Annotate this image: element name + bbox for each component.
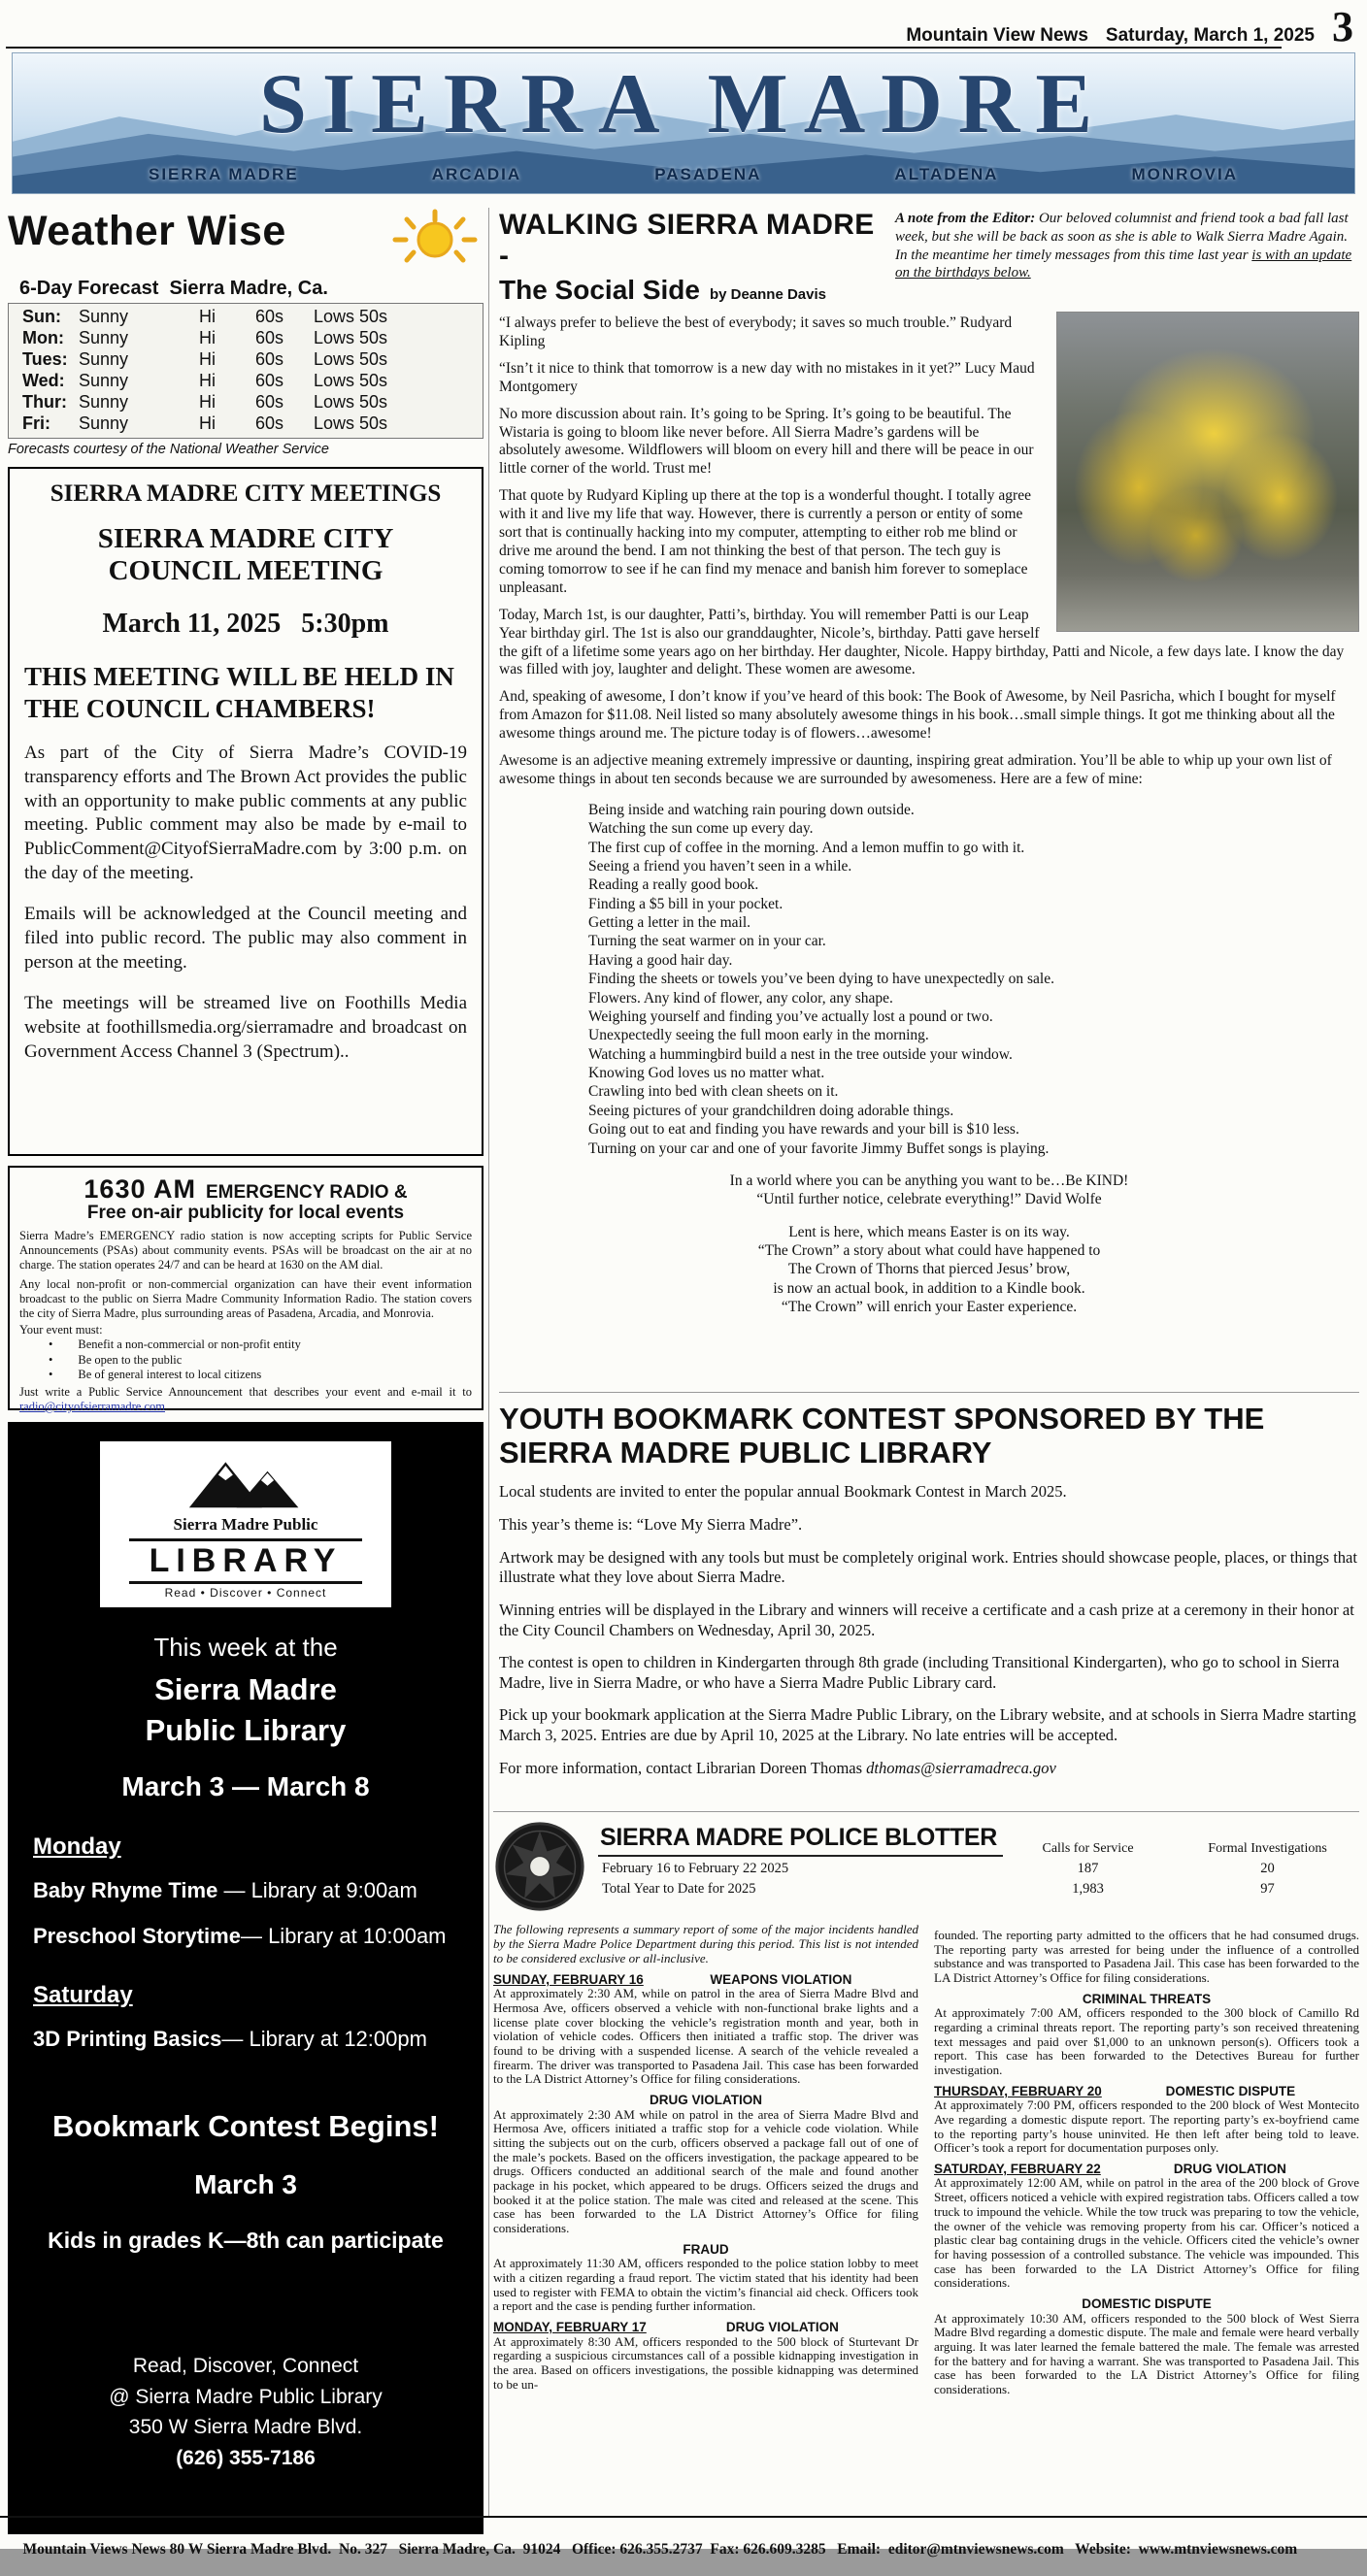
forecast-condition: Sunny [79, 327, 129, 347]
meetings-paragraph: The meetings will be streamed live on Foothills Media website at foothillsmedia.org/sierramadre and broadcast on Government Access Channel 3 (Spectrum).. [24, 993, 467, 1062]
masthead-city: ARCADIA [431, 165, 522, 183]
awesome-list-item: Seeing a friend you haven’t seen in a while. [588, 857, 852, 875]
library-section [8, 1422, 483, 2534]
blotter-entry-heading [934, 2084, 1359, 2099]
forecast-lows: Lows 50s [314, 307, 388, 326]
mountain-logo-icon [178, 1453, 314, 1511]
blotter-entry [493, 2242, 918, 2314]
radio-closing-period: . [165, 1399, 169, 1413]
library-event-name: Baby Rhyme Time [33, 1877, 218, 1902]
forecast-day: Sun: [22, 307, 61, 326]
awesome-list-item: Finding the sheets or towels you’ve been dying to have unexpectedly on sale. [588, 971, 1054, 988]
police-badge-icon [493, 1820, 586, 1913]
blotter-stats-col2-header: Formal Investigations [1208, 1841, 1327, 1856]
bookmark-paragraph: Artwork may be designed with any tools but must be completely original work. Entries should showcase people, places, or things that illustrate what they love about Sierra Madre. [499, 1547, 1357, 1587]
header-divider [6, 47, 1282, 49]
blotter-stats-label: Total Year to Date for 2025 [602, 1881, 756, 1897]
bookmark-contest-body [499, 1482, 1359, 1745]
blotter-entry-date: MONDAY, FEBRUARY 17 [493, 2320, 647, 2335]
forecast-hi-label: Hi [199, 327, 216, 347]
blotter-entry-body: At approximately 8:30 AM, officers responded to the 500 block of Sturtevant Dr regarding a suspicious circumstances call of a possible kidnapping investigation in the area. Based on officers investigations, the possible kidnapping was determined to be un- [493, 2333, 918, 2392]
forecast-hi-value: 60s [255, 307, 284, 326]
blotter-entry-heading [493, 2242, 918, 2258]
awesome-list-item: Watching a hummingbird build a nest in the tree outside your window. [588, 1045, 1013, 1063]
forecast-day: Tues: [22, 348, 68, 369]
forecast-hi-value: 60s [255, 327, 284, 347]
emergency-radio-section [8, 1166, 483, 1413]
blotter-stats-col1-header: Calls for Service [1042, 1841, 1134, 1856]
centered-line: “The Crown” a story about what could have happened to [757, 1242, 1101, 1260]
blotter-header-right [598, 1820, 1362, 1913]
library-event-detail: — Library at 10:00am [240, 1923, 447, 1948]
blotter-entry-body: At approximately 12:00 AM, while on patrol in the area of the 200 block of Grove Street, officers noticed a vehicle with expired registration tabs. Officers called a tow truck to impound the vehicle. While the tow truck was preparing to tow the vehicle, the owner of the vehicle was removing property from his car. Officer’s noticed a plastic clear bag containing drugs in the vehicle. Officers cited the vehicle’s owner for having possession of a controlled substance. The vehicle was impounded. This case has been forwarded to the LA District Attorney’s Office for filing considerations. [934, 2175, 1359, 2291]
meetings-paragraphs [24, 742, 467, 1064]
bookmark-paragraph: The contest is open to children in Kindergarten through 8th grade (including Transitional Kindergarten), who go to school in Sierra Madre, live in Sierra Madre, or who have a Sierra Madre Public Library card. [499, 1653, 1340, 1692]
page-header [0, 3, 1353, 50]
blotter-entry [493, 2093, 918, 2236]
editor-note-text: Our beloved columnist and friend took a bad fall last week, but she will be back as soon as she is able to Walk Sierra Madre Again. In the meantime her timely messages from this time last year [895, 211, 1349, 263]
radio-paragraph: Any local non-profit or non-commercial organization can have their event information broadcast to the public on Sierra Madre Community Information Radio. The station covers the city of Sierra Madre, plus surrounding areas of Pasadena, Arcadia, and Monrovia. [19, 1277, 472, 1321]
blotter-columns [493, 1923, 1359, 2397]
blotter-stats-investigations: 20 [1260, 1861, 1275, 1876]
council-meeting-title: SIERRA MADRE CITY COUNCIL MEETING [97, 522, 394, 587]
radio-requirements-label: Your event must: [19, 1323, 103, 1338]
masthead-city: SIERRA MADRE [149, 165, 299, 183]
blotter-entry-heading [934, 2296, 1359, 2312]
awesome-list-item: Reading a really good book. [588, 876, 759, 894]
weather-title: Weather Wise [8, 208, 286, 254]
page-footer [0, 2516, 1367, 2576]
centered-line: is now an actual book, in addition to a Kindle book. [773, 1279, 1085, 1297]
forecast-hi-label: Hi [199, 391, 216, 412]
forecast-lows: Lows 50s [314, 370, 388, 390]
forecast-hi-value: 60s [255, 348, 284, 369]
forecast-day: Fri: [22, 413, 50, 433]
library-event-name: Preschool Storytime [33, 1923, 241, 1948]
blotter-entry-type: DRUG VIOLATION [1173, 2161, 1286, 2176]
article-paragraph: “I always prefer to believe the best of everybody; it saves so much trouble.” Rudyard Kipling [499, 314, 1013, 349]
awesome-list-item: Weighing yourself and finding you’ve actually lost a pound or two. [588, 1007, 993, 1025]
awesome-list-item: Turning on your car and one of your favorite Jimmy Buffet songs is playing. [588, 1139, 1050, 1157]
blotter-stats-calls: 1,983 [1072, 1881, 1104, 1897]
blotter-entry-heading [493, 2320, 918, 2335]
forecast-hi-label: Hi [199, 348, 216, 369]
left-column [8, 208, 483, 2534]
article-paragraph: That quote by Rudyard Kipling up there at the top is a wonderful thought. I totally agree with it and live my life that way. However, there is currently a person or entity of some sort that is continually hacking into my computer, attempting to either rob me blind or drive me around the bend. I am not thinking the best of that person. The tech guy is coming tomorrow to see if he can find my menace and banish him forever to someplace unpleasant. [499, 487, 1031, 596]
blotter-column-2 [934, 1923, 1359, 2397]
radio-requirements-list [49, 1338, 472, 1383]
article-paragraph: And, speaking of awesome, I don’t know if you’ve heard of this book: The Book of Awesome, by Neil Pasricha, which I bought for myself from Amazon for $11.08. Neil listed so many absolutely awesome things in his book…small simple things. It got me thinking about all the awesome things around me. The picture today is of flowers…awesome! [499, 688, 1336, 743]
blotter-entry-type: FRAUD [683, 2241, 729, 2257]
blotter-entry-body: At approximately 7:00 PM, officers responded to the 200 block of West Montecito Ave regarding a domestic dispute report. The reporting party’s ex-boyfriend came to the reporting party’s house uninvited. He then left after being told to leave. Officer’s took a report for documentation purposes only. [934, 2097, 1359, 2156]
blotter-entry-type: WEAPONS VIOLATION [710, 1971, 852, 1987]
forecast-row [22, 307, 477, 328]
article-title-block [499, 210, 882, 306]
library-contact-line: 350 W Sierra Madre Blvd. [128, 2416, 363, 2439]
library-logo-name: LIBRARY [129, 1538, 362, 1584]
library-event [33, 2025, 458, 2055]
forecast-condition: Sunny [79, 307, 129, 326]
article-title: WALKING SIERRA MADRE - [499, 209, 875, 272]
library-date-range: March 3 — March 8 [121, 1770, 370, 1801]
library-contact-line: (626) 355-7186 [176, 2446, 316, 2469]
article-subtitle [499, 275, 882, 306]
awesome-list-item: Turning the seat warmer on in your car. [588, 933, 826, 950]
forecast-lows: Lows 50s [314, 413, 388, 433]
column-divider [488, 208, 489, 2516]
radio-requirement: • Be of general interest to local citizens [49, 1368, 472, 1383]
awesome-list-item: Crawling into bed with clean sheets on it. [588, 1083, 839, 1101]
forecast-row [22, 392, 477, 413]
awesome-list-item: Seeing pictures of your grandchildren doing adorable things. [588, 1102, 954, 1119]
radio-email-link[interactable]: radio@cityofsierramadre.com [19, 1399, 165, 1413]
masthead-title: SIERRA MADRE [258, 57, 1109, 151]
bookmark-contest-banner: Bookmark Contest Begins! [52, 2109, 439, 2144]
issue-date: Saturday, March 1, 2025 [1105, 25, 1315, 46]
blotter-entry-body: At approximately 10:30 AM, officers responded to the 500 block of West Sierra Madre Blvd regarding a domestic dispute. The male and female were heard verbally arguing. It was later learned the female battered the male. The female was arrested for the battery and for having a warrant. She was transported to Pasadena Jail. This case has been forwarded to the LA District Attorney’s Office for filing considerations. [934, 2310, 1359, 2396]
blotter-entry-body: At approximately 2:30 AM, while on patrol in the area of Sierra Madre Blvd and Hermosa Ave, officers observed a vehicle with non-functional brake lights and a license plate cover blocking the vehicle’s registration month and year, both in violation of vehicle codes. Officers then initiated a traffic stop. The driver was found to be driving with a suspended license. A search of the vehicle revealed a firearm. The driver was transported to Pasadena Jail. This case has been forwarded to the LA District Attorney’s Office for filing considerations. [493, 1986, 918, 2087]
article-paragraph: “Isn’t it nice to think that tomorrow is a new day with no mistakes in it yet?” Lucy Maud Montgomery [499, 359, 1035, 395]
library-saturday-label: Saturday [33, 1982, 133, 2009]
footer-text: Mountain Views News 80 W Sierra Madre Blvd. No. 327 Sierra Madre, Ca. 91024 Office: 626.355.2737 Fax: 626.609.3285 Email: editor@mtnviewsnews.com Website: www.mtnviewsnews.com [22, 2541, 1298, 2558]
editor-note-underlined: is with an update on the birthdays below. [895, 247, 1352, 281]
radio-closing-text: Just write a Public Service Announcement that describes your event and e-mail it to [19, 1384, 472, 1399]
centered-line: In a world where you can be anything you want to be…Be KIND! [729, 1172, 1129, 1189]
meetings-paragraph: Emails will be acknowledged at the Council meeting and filed into public record. The public may also comment in person at the meeting. [24, 904, 467, 973]
bookmark-contact [499, 1759, 1359, 1779]
masthead-city: PASADENA [654, 165, 762, 183]
bookmark-paragraph: Local students are invited to enter the popular annual Bookmark Contest in March 2025. [499, 1482, 1067, 1502]
blotter-entry-heading [493, 1972, 918, 1988]
masthead-city: MONROVIA [1131, 165, 1238, 183]
radio-title [19, 1175, 472, 1203]
blotter-entry [493, 1972, 918, 2087]
blotter-entry-type: DRUG VIOLATION [650, 2093, 762, 2108]
blotter-entry-heading [493, 2093, 918, 2108]
radio-title-line1: EMERGENCY RADIO & [205, 1181, 408, 1203]
newspaper-name: Mountain View News [906, 25, 1088, 46]
bookmark-contest-date: March 3 [194, 2169, 297, 2200]
blotter-column-1 [493, 1923, 918, 2397]
blotter-entry-date: SATURDAY, FEBRUARY 22 [934, 2161, 1101, 2176]
library-logo [100, 1441, 391, 1607]
library-contact [33, 2351, 458, 2473]
blotter-entry-heading [934, 2162, 1359, 2177]
blotter-entry-date: THURSDAY, FEBRUARY 20 [934, 2083, 1102, 2098]
radio-requirement: • Be open to the public [49, 1353, 472, 1369]
radio-station: 1630 AM [83, 1173, 196, 1204]
editor-note [895, 210, 1359, 306]
blotter-stats-row [598, 1861, 1362, 1877]
kind-lines [499, 1172, 1359, 1209]
article-paragraph: Awesome is an adjective meaning extremely impressive or daunting, inspiring great admiration. You’ll be able to whip up your own list of awesome things in about ten seconds because we are surrounded by awesomeness. Here are a few of mine: [499, 752, 1332, 787]
forecast-row [22, 349, 477, 371]
library-logo-line1: Sierra Madre Public [173, 1514, 318, 1534]
radio-requirement: • Benefit a non-commercial or non-profit entity [49, 1338, 472, 1353]
bookmark-contact-text: For more information, contact Librarian Doreen Thomas [499, 1758, 867, 1777]
page-number: 3 [1332, 3, 1353, 50]
walking-sierra-madre-article [499, 210, 1359, 1386]
blotter-entry-body: At approximately 2:30 AM while on patrol in the area of Sierra Madre Blvd and Hermosa Ave, officers initiated a traffic stop for a vehicle code violation. While sitting the subjects out on the curb, officers observed a package fall out of one of the male’s pockets. Based on the officers investigation, the package appeared to be drugs. Officers conducted an additional search of the male and found another package in his pocket, which appeared to be drugs. Officers seized the drugs and booked it at the police station. The male was cited and released at the scene. This case has been forwarded to the LA District Attorney’s Office for filing considerations. [493, 2106, 918, 2236]
awesome-list-item: Being inside and watching rain pouring down outside. [588, 801, 915, 818]
blotter-entry-body: At approximately 7:00 AM, officers responded to the 300 block of Camillo Rd regarding a criminal threats report. The reporting party’s son received threatening text messages and paid over $1,000 to an unknown person(s). Officers took a report. This case has been forwarded to the Detectives Bureau for further investigation. [934, 2005, 1359, 2078]
library-contact-line: @ Sierra Madre Public Library [109, 2385, 383, 2408]
blotter-entry [934, 2084, 1359, 2156]
forecast-row [22, 413, 477, 435]
awesome-list-item: Flowers. Any kind of flower, any color, any shape. [588, 989, 893, 1007]
centered-line: The Crown of Thorns that pierced Jesus’ brow, [787, 1261, 1071, 1278]
blotter-stats-calls: 187 [1077, 1861, 1099, 1876]
radio-paragraph: Sierra Madre’s EMERGENCY radio station is now accepting scripts for Public Service Announcements (PSAs) about community events. PSAs will be broadcast on the air at no charge. The station operates 24/7 and can be heard at 1630 on the AM dial. [19, 1229, 472, 1272]
awesome-list-item: Unexpectedly seeing the full moon early in the morning. [588, 1027, 929, 1044]
blotter-entry [493, 2320, 918, 2392]
library-intro-line1: This week at the [153, 1632, 338, 1662]
library-intro-line2: Sierra Madre [154, 1671, 337, 1706]
bookmark-paragraph: This year’s theme is: “Love My Sierra Madre”. [499, 1515, 803, 1535]
blotter-stats-label: February 16 to February 22 2025 [602, 1861, 789, 1876]
awesome-list-item: Going out to eat and finding you have rewards and your bill is $10 less. [588, 1121, 1019, 1139]
meetings-heading: SIERRA MADRE CITY MEETINGS [50, 479, 442, 507]
crown-lines [499, 1223, 1359, 1317]
blotter-entry [934, 1929, 1359, 1986]
awesome-list-item: Finding a $5 bill in your pocket. [588, 895, 784, 912]
forecast-hi-label: Hi [199, 413, 216, 433]
forecast-lows: Lows 50s [314, 391, 388, 412]
centered-line: Lent is here, which means Easter is on its way. [788, 1223, 1070, 1240]
meeting-datetime: March 11, 2025 5:30pm [102, 609, 389, 640]
blotter-entry-type: DRUG VIOLATION [725, 2320, 839, 2335]
masthead-city: ALTADENA [894, 165, 999, 183]
blotter-entry [934, 2162, 1359, 2291]
article-paragraph: Today, March 1st, is our daughter, Patti’s, birthday. You will remember Patti is our Leap Year birthday girl. The 1st is also our granddaughter, Nicole’s, birthday. Patti gave herself the gift of a lifetime some years ago on her birthday. Her daughter, Nicole. Happy birthday, Patti and Nicole, a few days late. I know the day was filled with joy, laughter and delight. These women are awesome. [499, 606, 1345, 678]
awesome-list-item: Knowing God loves us no matter what. [588, 1065, 825, 1082]
bookmark-contest-section [499, 1392, 1359, 1807]
awesome-list-item: Watching the sun come up every day. [588, 820, 814, 838]
awesome-list-item: Having a good hair day. [588, 951, 733, 969]
forecast-hi-value: 60s [255, 391, 284, 412]
blotter-title: SIERRA MADRE POLICE BLOTTER [598, 1824, 1003, 1857]
bookmark-contact-email[interactable]: dthomas@sierramadreca.gov [866, 1758, 1056, 1777]
forecast-row [22, 328, 477, 349]
forecast-lows: Lows 50s [314, 327, 388, 347]
forecast-hi-value: 60s [255, 413, 284, 433]
awesome-list [588, 801, 1359, 1158]
library-event-name: 3D Printing Basics [33, 2027, 222, 2052]
library-monday-label: Monday [33, 1833, 121, 1860]
forecast-day: Wed: [22, 370, 65, 390]
forecast-condition: Sunny [79, 391, 129, 412]
police-blotter-section [493, 1811, 1359, 2516]
forecast-condition: Sunny [79, 413, 129, 433]
blotter-entry-heading [934, 1992, 1359, 2007]
radio-closing [19, 1385, 472, 1414]
blotter-stats-investigations: 97 [1260, 1881, 1275, 1897]
library-event [33, 1922, 458, 1952]
blotter-header [493, 1820, 1359, 1913]
forecast-subtitle: 6-Day Forecast Sierra Madre, Ca. [19, 278, 328, 299]
forecast-hi-label: Hi [199, 370, 216, 390]
masthead-cities [13, 165, 1354, 184]
sun-icon [386, 208, 483, 272]
forecast-table [8, 303, 483, 439]
blotter-entry-type: CRIMINAL THREATS [1082, 1991, 1212, 2006]
meetings-paragraph: As part of the City of Sierra Madre’s COVID-19 transparency efforts and The Brown Act provides the public with an opportunity to make public comments at any public meeting. Public comment may also be made by e-mail to PublicComment@CityofSierraMadre.com by 3:00 p.m. on the day of the meeting. [24, 743, 467, 883]
library-event [33, 1876, 458, 1906]
forecast-hi-label: Hi [199, 307, 216, 326]
blotter-disclaimer: The following represents a summary report of some of the major incidents handled by the Sierra Madre Police Department during this period. This list is not intended to be considered exclusive or all-inclusive. [493, 1922, 918, 1965]
blotter-entry-body: At approximately 11:30 AM, officers responded to the police station lobby to meet with a citizen regarding a fraud report. The victim stated that his identity had been used to register with FEMA to obtain the victim’s financial aid check. Officers took a report and the case is pending further information. [493, 2256, 918, 2314]
city-meetings-section [8, 467, 483, 1156]
bookmark-paragraph: Pick up your bookmark application at the Sierra Madre Public Library, on the Library website, and at schools in Sierra Madre starting March 3, 2025. Entries are due by April 10, 2025 at the Library. No late entries will be accepted. [499, 1705, 1356, 1745]
bookmark-contest-eligibility: Kids in grades K—8th can participate [48, 2228, 444, 2254]
centered-line: “The Crown” will enrich your Easter experience. [781, 1299, 1078, 1316]
radio-title-line2: Free on-air publicity for local events [86, 1203, 405, 1224]
forecast-credit: Forecasts courtesy of the National Weather Service [8, 441, 329, 457]
masthead-banner [12, 52, 1355, 194]
awesome-list-item: The first cup of coffee in the morning. And a lemon muffin to go with it. [588, 839, 1025, 856]
library-contact-line: Read, Discover, Connect [132, 2355, 359, 2378]
blotter-entry-type: DOMESTIC DISPUTE [1082, 2295, 1212, 2311]
bookmark-contest-title: YOUTH BOOKMARK CONTEST SPONSORED BY THE SIERRA MADRE PUBLIC LIBRARY [499, 1402, 1265, 1470]
library-intro-line3: Public Library [145, 1712, 347, 1747]
blotter-entry-body: founded. The reporting party admitted to the officers that he had consumed drugs. The reporting party was arrested for being under the influence of a controlled substance and was transported to Pasadena Jail. This case has been forwarded to the LA District Attorney’s Office for filing considerations. [934, 1928, 1359, 1986]
centered-line: “Until further notice, celebrate everything!” David Wolfe [756, 1191, 1102, 1208]
forecast-day: Thur: [22, 391, 67, 412]
library-logo-tagline: Read • Discover • Connect [164, 1585, 327, 1600]
forecast-lows: Lows 50s [314, 348, 388, 369]
library-event-detail: — Library at 12:00pm [221, 2027, 427, 2052]
blotter-entry [934, 2296, 1359, 2397]
blotter-stats-row [598, 1881, 1362, 1898]
forecast-day: Mon: [22, 327, 64, 347]
weather-section [8, 208, 483, 457]
library-event-detail: — Library at 9:00am [217, 1877, 417, 1902]
article-subtitle-text: The Social Side [499, 275, 700, 305]
bookmark-paragraph: Winning entries will be displayed in the Library and winners will receive a certificate and a cash prize at a ceremony in their honor at the City Council Chambers on Wednesday, April 30, 2025. [499, 1600, 1354, 1639]
blotter-entry [934, 1992, 1359, 2078]
blotter-entry-date: SUNDAY, FEBRUARY 16 [493, 1971, 644, 1987]
meeting-location-notice: THIS MEETING WILL BE HELD IN THE COUNCIL CHAMBERS! [24, 662, 454, 723]
forecast-condition: Sunny [79, 348, 129, 369]
awesome-list-item: Getting a letter in the mail. [588, 914, 751, 932]
blotter-entry-type: DOMESTIC DISPUTE [1165, 2083, 1296, 2098]
forecast-hi-value: 60s [255, 370, 284, 390]
article-paragraph: No more discussion about rain. It’s going to be Spring. It’s going to be beautiful. The Wistaria is going to bloom like never before. All Sierra Madre’s gardens will be absolutely awesome. Wildflowers will bloom on every hill and there will be peace in our little corner of the world. Trust me! [499, 405, 1034, 478]
forecast-condition: Sunny [79, 370, 129, 390]
forecast-row [22, 371, 477, 392]
editor-note-label: A note from the Editor: [895, 211, 1036, 226]
flower-photo [1056, 312, 1359, 632]
article-byline: by Deanne Davis [709, 286, 827, 303]
